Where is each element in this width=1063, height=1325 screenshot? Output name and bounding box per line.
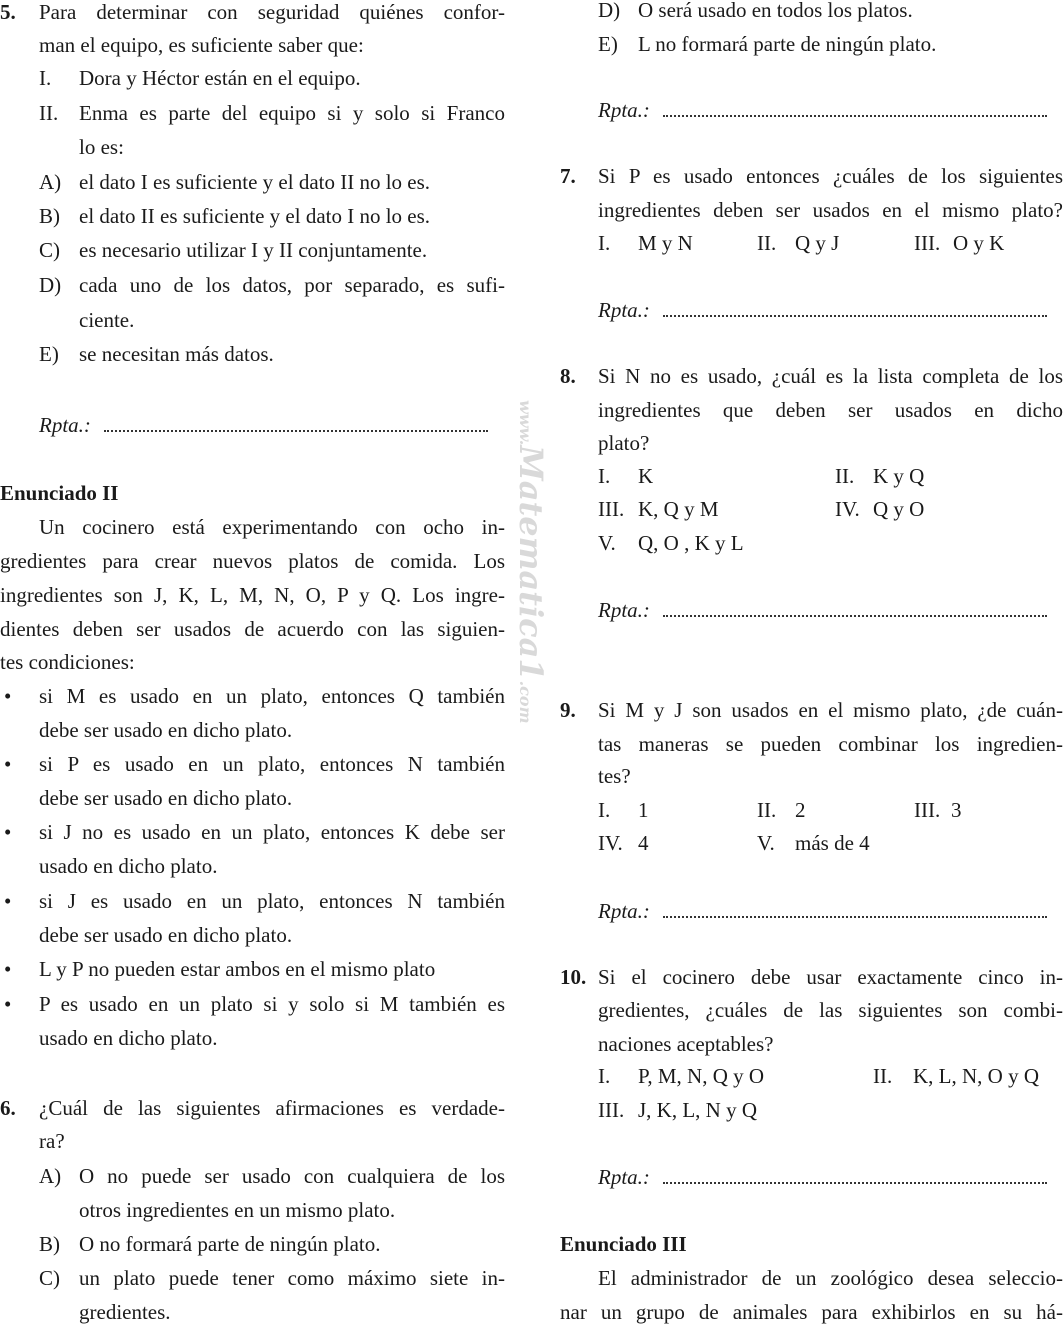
question-number: 7.: [560, 164, 576, 188]
paragraph-line: ingredientes son J, K, L, M, N, O, P y Q. Los ingre-: [0, 583, 505, 607]
question-text: ra?: [39, 1129, 65, 1153]
bullet-icon: •: [4, 992, 12, 1016]
choice-text: 4: [638, 831, 649, 855]
choice-label: III.: [598, 1098, 625, 1122]
question-text: tas maneras se pueden combinar los ingredien-: [598, 732, 1063, 756]
option-label: B): [39, 1232, 60, 1256]
choice-text: M y N: [638, 231, 693, 255]
choice-text: 1: [638, 798, 649, 822]
choice-label: III.: [598, 497, 625, 521]
choice-label: II.: [835, 464, 855, 488]
choice-label: V.: [598, 531, 616, 555]
condition-text: debe ser usado en dicho plato.: [39, 786, 293, 810]
choice-text: Q, O , K y L: [638, 531, 744, 555]
answer-blank[interactable]: [663, 115, 1047, 117]
option-label: D): [39, 273, 62, 297]
data-text: lo es:: [79, 135, 124, 159]
data-label: II.: [39, 101, 59, 125]
condition-text: debe ser usado en dicho plato.: [39, 923, 293, 947]
option-label: E): [39, 342, 59, 366]
choice-text: Q y J: [795, 231, 840, 255]
option-text: cada uno de los datos, por separado, es sufi-: [79, 273, 505, 297]
option-text: se necesitan más datos.: [79, 342, 274, 366]
choice-text: K: [638, 464, 654, 488]
paragraph-line: dientes deben ser usados de acuerdo con las siguien-: [0, 617, 505, 641]
choice-text: P, M, N, Q y O: [638, 1064, 765, 1088]
choice-text: J, K, L, N y Q: [638, 1098, 757, 1122]
question-number: 5.: [0, 0, 16, 24]
question-number: 9.: [560, 698, 576, 722]
answer-blank[interactable]: [663, 1182, 1047, 1184]
paragraph-line: El administrador de un zoológico desea seleccio-: [598, 1266, 1063, 1290]
bullet-icon: •: [4, 957, 12, 981]
option-text: L no formará parte de ningún plato.: [638, 32, 937, 56]
option-text: es necesario utilizar I y II conjuntamente.: [79, 238, 428, 262]
answer-blank[interactable]: [104, 430, 488, 432]
option-text: un plato puede tener como máximo siete in-: [79, 1266, 505, 1290]
choice-label: II.: [873, 1064, 893, 1088]
answer-blank[interactable]: [663, 315, 1047, 317]
question-text: ingredientes que deben ser usados en dicho: [598, 398, 1063, 422]
data-label: I.: [39, 66, 52, 90]
paragraph-line: Un cocinero está experimentando con ocho in-: [39, 515, 505, 539]
option-label: D): [598, 0, 621, 22]
question-text: Si M y J son usados en el mismo plato, ¿de cuán-: [598, 698, 1063, 722]
question-text: ingredientes deben ser usados en el mismo plato?: [598, 198, 1063, 222]
answer-label: Rpta.:: [598, 899, 650, 923]
question-text: naciones aceptables?: [598, 1032, 774, 1056]
section-title: Enunciado II: [0, 481, 119, 505]
question-number: 10.: [560, 965, 587, 989]
question-text: man el equipo, es suficiente saber que:: [39, 33, 364, 57]
choice-text: más de 4: [795, 831, 870, 855]
choice-text: Q y O: [873, 497, 925, 521]
condition-text: si J es usado en un plato, entonces N también: [39, 889, 505, 913]
question-text: gredientes, ¿cuáles de las siguientes son combi-: [598, 998, 1063, 1022]
question-text: plato?: [598, 431, 650, 455]
option-label: E): [598, 32, 618, 56]
bullet-icon: •: [4, 752, 12, 776]
option-text: el dato II es suficiente y el dato I no lo es.: [79, 204, 431, 228]
choice-label: I.: [598, 798, 611, 822]
choice-label: I.: [598, 1064, 611, 1088]
paragraph-line: gredientes para crear nuevos platos de comida. Los: [0, 549, 505, 573]
question-number: 6.: [0, 1096, 16, 1120]
bullet-icon: •: [4, 684, 12, 708]
question-text: Si P es usado entonces ¿cuáles de los siguientes: [598, 164, 1063, 188]
option-text: O no formará parte de ningún plato.: [79, 1232, 381, 1256]
answer-label: Rpta.:: [598, 598, 650, 622]
option-text: O no puede ser usado con cualquiera de los: [79, 1164, 505, 1188]
choice-label: III.: [914, 231, 941, 255]
data-text: Enma es parte del equipo si y solo si Franco: [79, 101, 505, 125]
option-text: gredientes.: [79, 1300, 171, 1324]
condition-text: usado en dicho plato.: [39, 854, 218, 878]
option-label: C): [39, 1266, 60, 1290]
paragraph-line: tes condiciones:: [0, 650, 135, 674]
choice-text: O y K: [953, 231, 1005, 255]
answer-label: Rpta.:: [39, 413, 91, 437]
paragraph-line: nar un grupo de animales para exhibirlos en su há-: [560, 1300, 1063, 1324]
option-text: otros ingredientes en un mismo plato.: [79, 1198, 396, 1222]
option-label: C): [39, 238, 60, 262]
option-text: O será usado en todos los platos.: [638, 0, 913, 22]
choice-label: I.: [598, 464, 611, 488]
choice-text: K, L, N, O y Q: [913, 1064, 1039, 1088]
condition-text: P es usado en un plato si y solo si M también es: [39, 992, 505, 1016]
choice-label: V.: [757, 831, 775, 855]
choice-text: K y Q: [873, 464, 925, 488]
watermark-suffix: .com: [516, 680, 535, 724]
choice-text: 2: [795, 798, 806, 822]
question-text: tes?: [598, 764, 631, 788]
option-label: B): [39, 204, 60, 228]
choice-text: K, Q y M: [638, 497, 719, 521]
choice-label: III.: [914, 798, 941, 822]
option-label: A): [39, 170, 62, 194]
choice-label: IV.: [598, 831, 623, 855]
condition-text: si M es usado en un plato, entonces Q también: [39, 684, 505, 708]
question-text: Para determinar con seguridad quiénes confor-: [39, 0, 505, 24]
choice-label: I.: [598, 231, 611, 255]
watermark-name: Matematica1: [512, 445, 550, 681]
answer-blank[interactable]: [663, 615, 1047, 617]
option-text: ciente.: [79, 308, 135, 332]
option-text: el dato I es suficiente y el dato II no lo es.: [79, 170, 431, 194]
condition-text: si P es usado en un plato, entonces N también: [39, 752, 505, 776]
condition-text: usado en dicho plato.: [39, 1026, 218, 1050]
condition-text: debe ser usado en dicho plato.: [39, 718, 293, 742]
question-text: ¿Cuál de las siguientes afirmaciones es verdade-: [39, 1096, 505, 1120]
data-text: Dora y Héctor están en el equipo.: [79, 66, 361, 90]
question-number: 8.: [560, 364, 576, 388]
answer-label: Rpta.:: [598, 98, 650, 122]
bullet-icon: •: [4, 820, 12, 844]
answer-label: Rpta.:: [598, 298, 650, 322]
choice-label: II.: [757, 798, 777, 822]
choice-label: II.: [757, 231, 777, 255]
option-label: A): [39, 1164, 62, 1188]
bullet-icon: •: [4, 889, 12, 913]
condition-text: L y P no pueden estar ambos en el mismo plato: [39, 957, 436, 981]
question-text: Si el cocinero debe usar exactamente cinco in-: [598, 965, 1063, 989]
condition-text: si J no es usado en un plato, entonces K debe ser: [39, 820, 505, 844]
question-text: Si N no es usado, ¿cuál es la lista completa de los: [598, 364, 1063, 388]
section-title: Enunciado III: [560, 1232, 687, 1256]
watermark-prefix: www.: [516, 400, 535, 446]
answer-blank[interactable]: [663, 916, 1047, 918]
watermark: [512, 400, 550, 724]
choice-label: IV.: [835, 497, 860, 521]
answer-label: Rpta.:: [598, 1165, 650, 1189]
choice-text: 3: [951, 798, 962, 822]
